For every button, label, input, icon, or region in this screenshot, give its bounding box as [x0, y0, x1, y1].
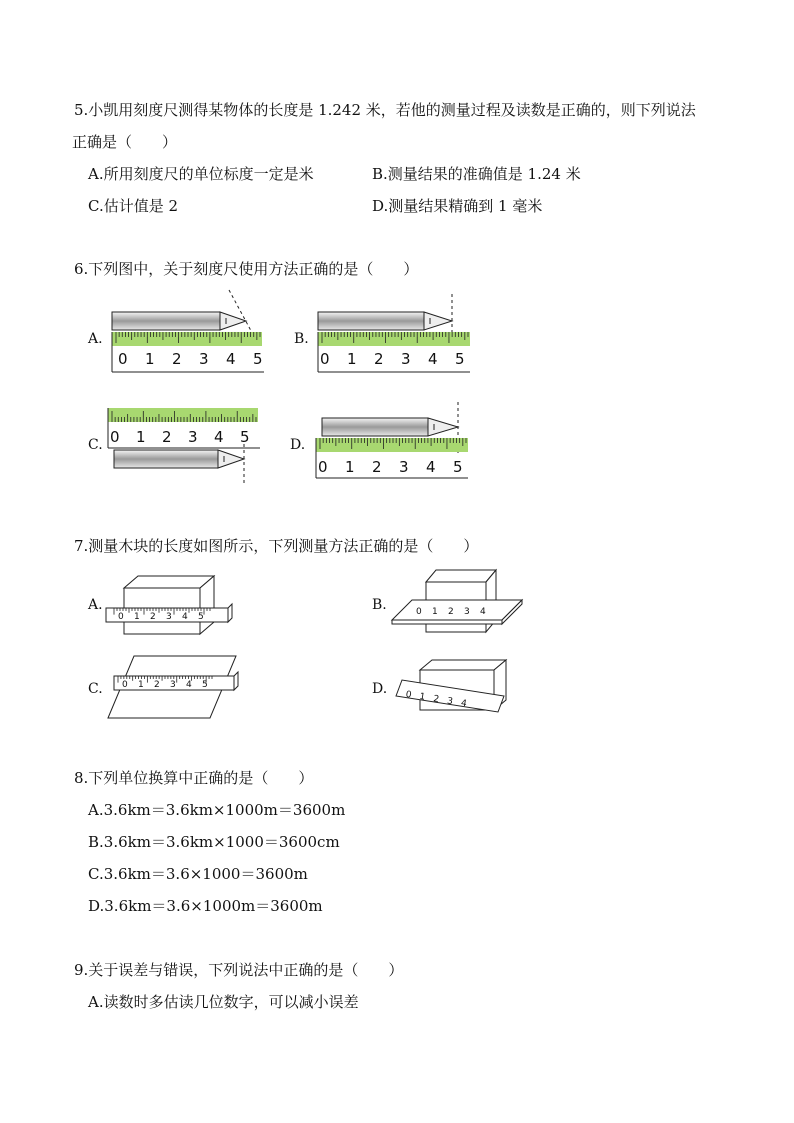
q5-option-b[interactable]: B.测量结果的准确值是 1.24 米	[372, 165, 581, 183]
ruler-number: 2	[448, 607, 454, 617]
q7-figure-c[interactable]	[104, 652, 244, 724]
q7-label-b[interactable]: B.	[372, 597, 387, 613]
ruler-number: 5	[253, 350, 263, 368]
q7-figure-c-svg	[104, 652, 244, 724]
ruler-number: 3	[401, 350, 411, 368]
q6-stem: 6.下列图中，关于刻度尺使用方法正确的是（ ）	[74, 260, 419, 278]
ruler-number: 1	[136, 428, 146, 446]
q8-option-a[interactable]: A.3.6km＝3.6km×1000m＝3600m	[88, 801, 346, 819]
ruler-number: 1	[145, 350, 155, 368]
ruler-number: 4	[226, 350, 236, 368]
ruler-number: 5	[453, 458, 463, 476]
ruler-number: 2	[162, 428, 172, 446]
ruler-number: 5	[202, 680, 208, 690]
ruler-number: 3	[446, 696, 454, 708]
q7-figure-b-svg	[388, 566, 528, 638]
q6-figure-a[interactable]	[106, 294, 266, 376]
q7-figure-d[interactable]	[392, 656, 516, 720]
ruler-number: 1	[134, 612, 140, 622]
q6-figure-a-svg	[106, 294, 266, 376]
ruler-number: 0	[118, 350, 128, 368]
q8-option-d[interactable]: D.3.6km＝3.6×1000m＝3600m	[88, 897, 323, 915]
ruler-number: 5	[198, 612, 204, 622]
q6-figure-b[interactable]	[314, 294, 474, 376]
ruler-number: 2	[150, 612, 156, 622]
q5-option-a[interactable]: A.所用刻度尺的单位标度一定是米	[88, 165, 314, 183]
q6-figure-b-svg	[314, 294, 474, 376]
q7-label-a[interactable]: A.	[88, 597, 103, 613]
ruler-number: 3	[399, 458, 409, 476]
ruler-number: 4	[182, 612, 188, 622]
ruler-number: 3	[170, 680, 176, 690]
ruler-number: 2	[372, 458, 382, 476]
ruler-number: 1	[347, 350, 357, 368]
q7-figure-a-svg	[104, 572, 234, 638]
q8-option-c[interactable]: C.3.6km＝3.6×1000＝3600m	[88, 865, 308, 883]
ruler-number: 0	[404, 689, 413, 701]
ruler-number: 1	[345, 458, 355, 476]
ruler-number: 5	[455, 350, 465, 368]
ruler-number: 2	[432, 694, 440, 705]
ruler-number: 1	[138, 680, 144, 690]
q6-label-b[interactable]: B.	[294, 331, 309, 347]
q5-option-d[interactable]: D.测量结果精确到 1 毫米	[372, 197, 543, 215]
ruler-number: 2	[154, 680, 160, 690]
q7-figure-b[interactable]	[388, 566, 528, 638]
ruler-number: 4	[186, 680, 192, 690]
q5-stem-line1: 5.小凯用刻度尺测得某物体的长度是 1.242 米，若他的测量过程及读数是正确的，则下列说法	[74, 101, 696, 119]
q5-option-c[interactable]: C.估计值是 2	[88, 197, 179, 215]
q7-figure-a[interactable]	[104, 572, 234, 638]
ruler-number: 0	[318, 458, 328, 476]
ruler-number: 0	[122, 680, 128, 690]
q6-label-c[interactable]: C.	[88, 437, 103, 453]
ruler-number: 3	[464, 607, 470, 617]
q7-stem: 7.测量木块的长度如图所示，下列测量方法正确的是（ ）	[74, 537, 479, 555]
ruler-number: 5	[240, 428, 250, 446]
ruler-number: 4	[428, 350, 438, 368]
ruler-number: 4	[480, 607, 486, 617]
q6-label-d[interactable]: D.	[290, 437, 306, 453]
q8-stem: 8.下列单位换算中正确的是（ ）	[74, 769, 314, 787]
ruler-number: 4	[460, 698, 468, 710]
ruler-number: 4	[426, 458, 436, 476]
q9-stem: 9.关于误差与错误，下列说法中正确的是（ ）	[74, 961, 404, 979]
ruler-number: 3	[199, 350, 209, 368]
ruler-number: 2	[374, 350, 384, 368]
q7-figure-d-svg	[392, 656, 516, 720]
ruler-number: 1	[432, 607, 438, 617]
ruler-number: 4	[214, 428, 224, 446]
q6-figure-d[interactable]	[312, 400, 472, 486]
ruler-number: 0	[416, 607, 422, 617]
q6-label-a[interactable]: A.	[88, 331, 103, 347]
q7-label-d[interactable]: D.	[372, 681, 388, 697]
ruler-number: 3	[188, 428, 198, 446]
ruler-number: 3	[166, 612, 172, 622]
q5-stem-line2: 正确是（ ）	[72, 133, 178, 151]
ruler-number: 1	[418, 691, 426, 703]
ruler-number: 0	[110, 428, 120, 446]
q6-figure-c[interactable]	[104, 404, 264, 488]
q8-option-b[interactable]: B.3.6km＝3.6km×1000＝3600cm	[88, 833, 340, 851]
ruler-number: 2	[172, 350, 182, 368]
q7-label-c[interactable]: C.	[88, 681, 103, 697]
ruler-number: 0	[118, 612, 124, 622]
ruler-number: 0	[320, 350, 330, 368]
q9-option-a[interactable]: A.读数时多估读几位数字，可以减小误差	[88, 993, 359, 1011]
q6-figure-d-svg	[312, 400, 472, 486]
q6-figure-c-svg	[104, 404, 264, 488]
